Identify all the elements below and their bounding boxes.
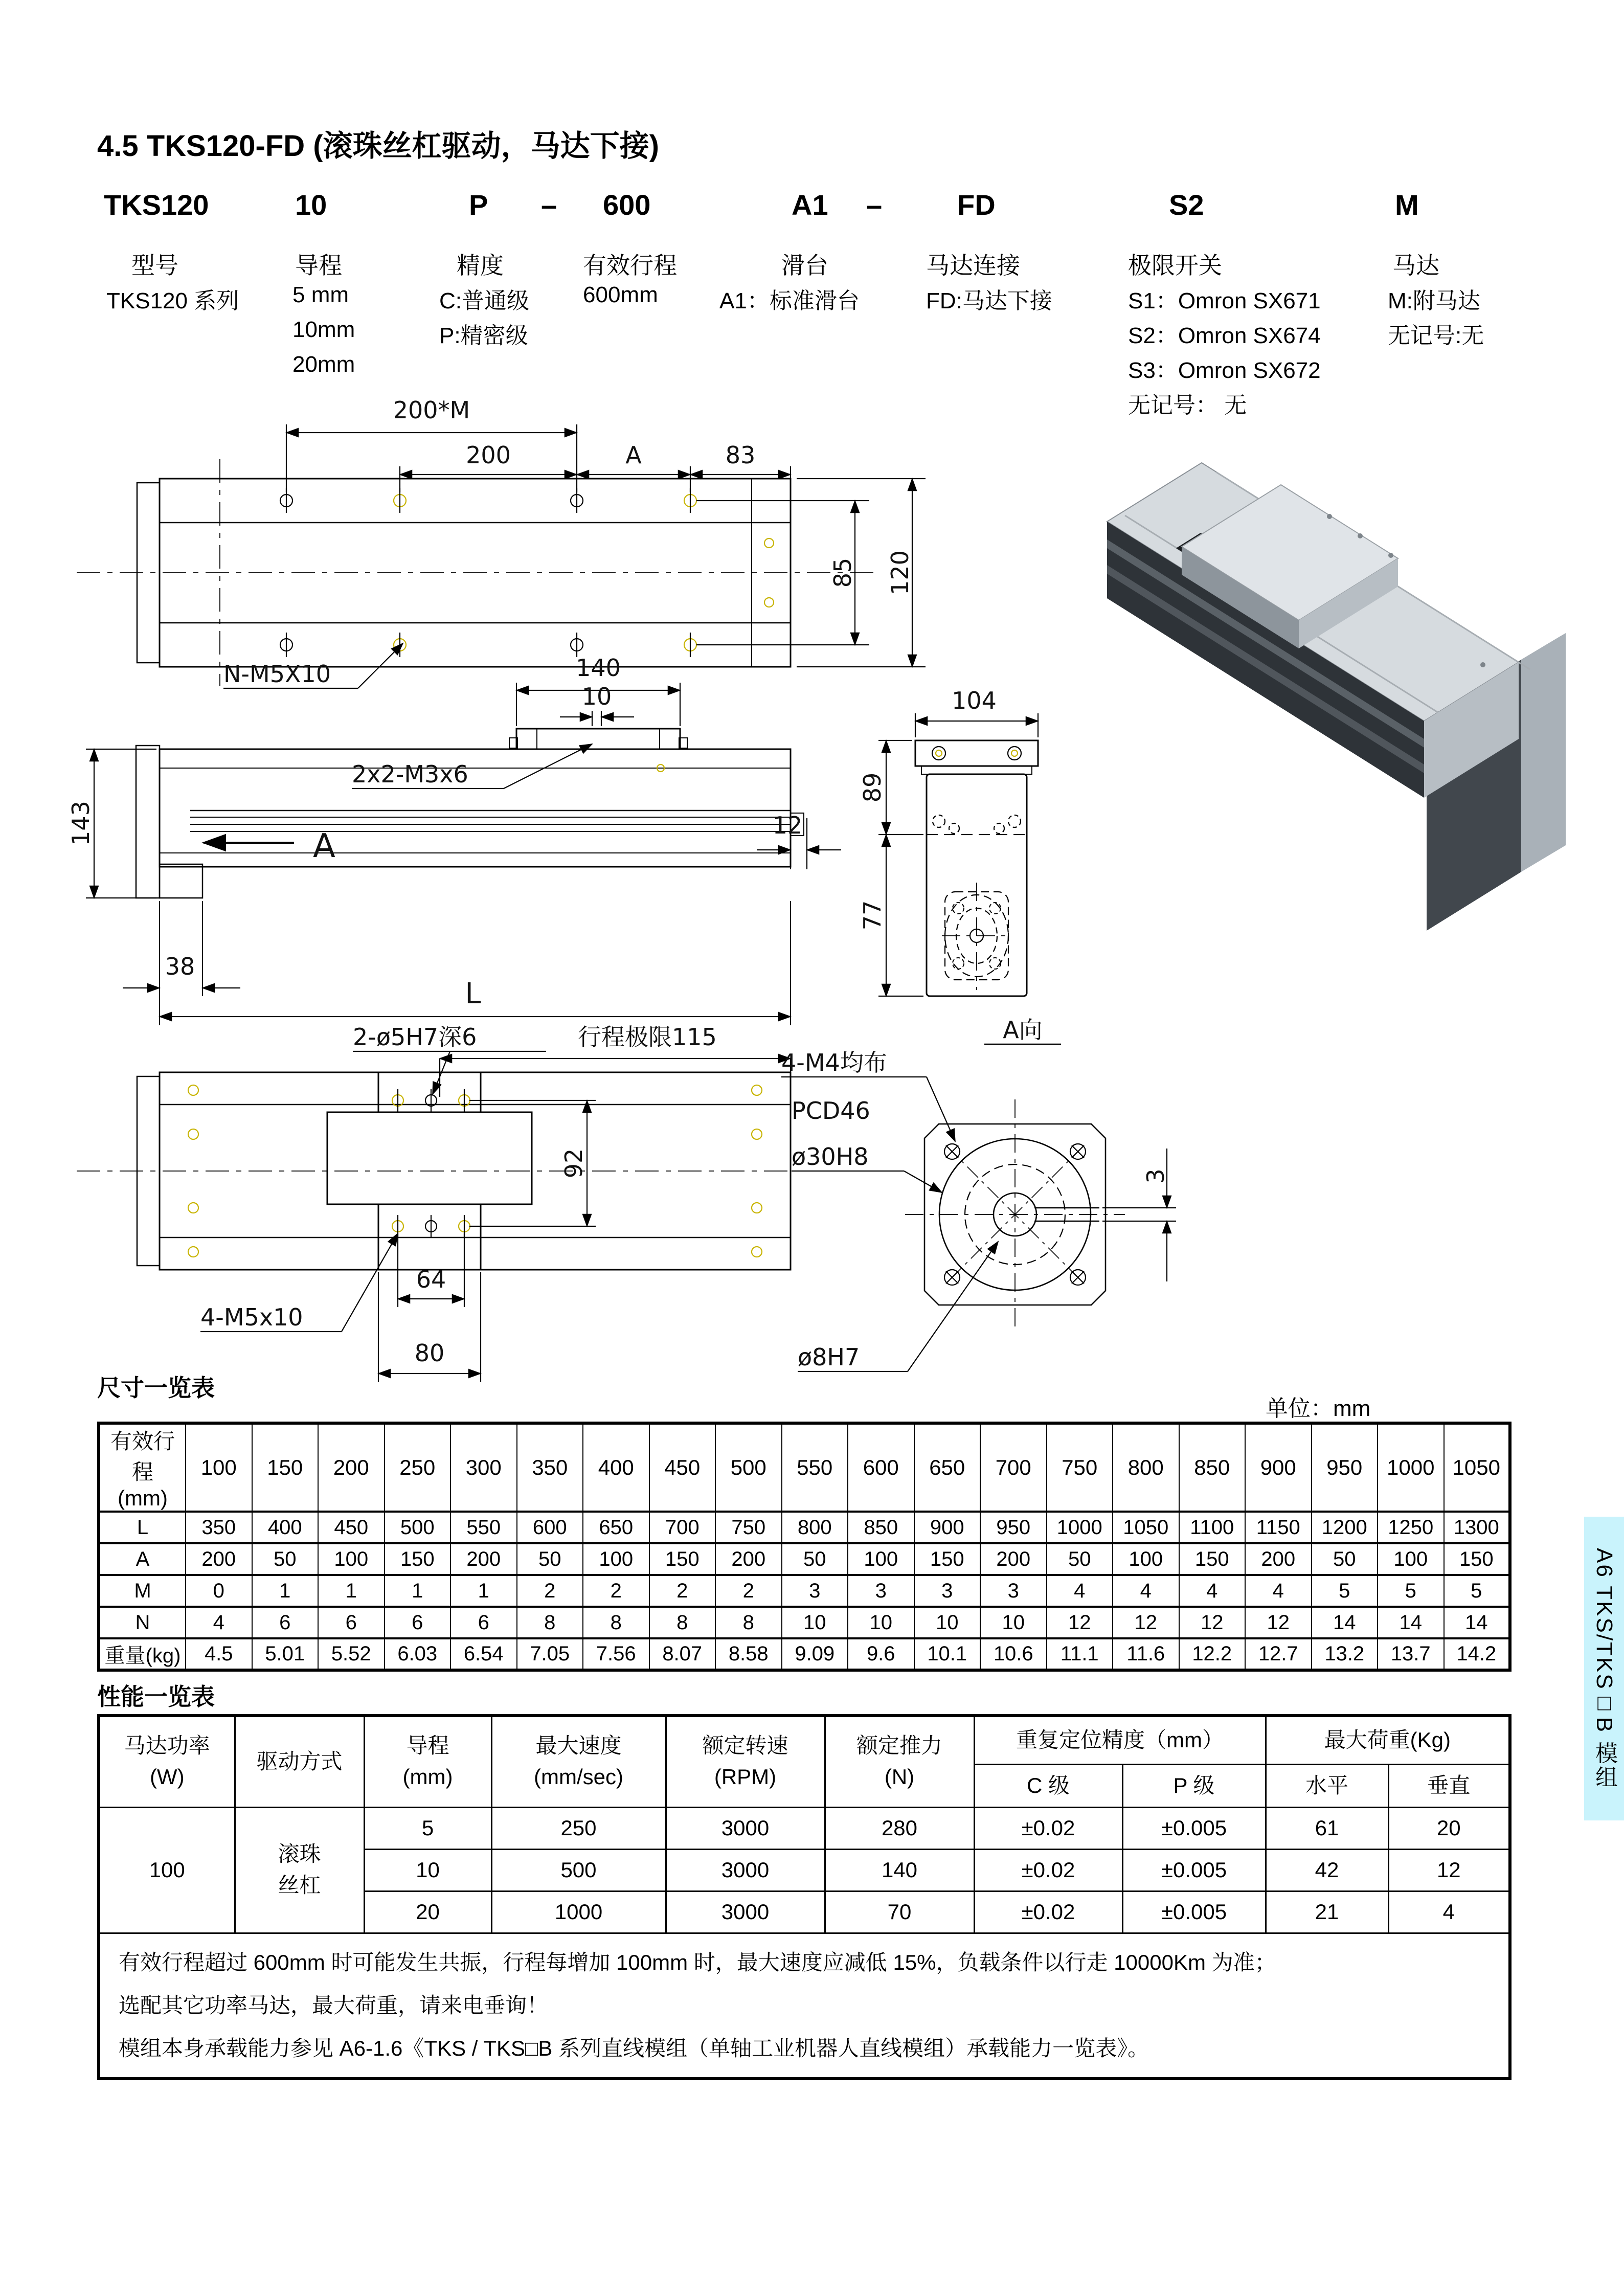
dim-cell: 4 [1179,1575,1246,1607]
dim-label: 200*M [393,396,470,424]
dim-cell: 3 [980,1575,1047,1607]
bottom-view-drawing [77,1023,879,1382]
dim-label: 200 [466,441,511,469]
dim-cell: 5 [1312,1575,1378,1607]
drawing-note: ø30H8 [792,1143,869,1170]
top-view-drawing [77,396,926,688]
dim-stroke-header: 950 [1312,1423,1378,1512]
perf-header: 驱动方式 [235,1716,364,1807]
dim-cell: 200 [450,1543,517,1575]
dim-cell: 13.7 [1378,1638,1444,1670]
perf-cell: 140 [825,1849,974,1891]
dim-header: 有效行程 (mm) [99,1423,186,1512]
dim-cell: 4 [1047,1575,1113,1607]
dim-label: 92 [560,1148,588,1179]
dim-cell: 1200 [1312,1512,1378,1543]
perf-cell: 20 [1388,1807,1510,1849]
dim-cell: 50 [252,1543,319,1575]
side-tab [1584,1517,1624,1820]
perf-cell: 10 [364,1849,491,1891]
dim-label: 3 [1142,1168,1169,1184]
dim-stroke-header: 900 [1245,1423,1312,1512]
code-segment: FD [957,189,996,221]
dim-cell: 100 [1378,1543,1444,1575]
dim-cell: 4 [1245,1575,1312,1607]
dim-cell: 10 [980,1607,1047,1638]
dim-stroke-header: 1000 [1378,1423,1444,1512]
perf-subheader: 水平 [1266,1764,1388,1807]
perf-cell: 250 [491,1807,666,1849]
perf-cell: 70 [825,1891,974,1933]
dim-stroke-header: 750 [1047,1423,1113,1512]
legend-option: TKS120 系列 [106,288,239,313]
code-segment: S2 [1169,189,1204,221]
drawing-note: PCD46 [792,1097,870,1124]
dim-cell: 12.2 [1179,1638,1246,1670]
dim-cell: 1 [385,1575,451,1607]
code-dash: – [866,189,883,221]
code-segment: M [1395,189,1419,221]
dim-stroke-header: 100 [186,1423,252,1512]
dim-cell: 9.6 [848,1638,914,1670]
dim-cell: 2 [715,1575,782,1607]
note-line: 模组本身承载能力参见 A6-1.6《TKS / TKS□B 系列直线模组（单轴工业机器人直线模组）承载能力一览表》。 [119,2036,1149,2060]
dim-row-label: N [99,1607,186,1638]
side-view-drawing [67,654,841,1025]
perf-subheader: 垂直 [1388,1764,1510,1807]
dim-cell: 600 [517,1512,583,1543]
dim-cell: 14 [1378,1607,1444,1638]
legend-label: 极限开关 [1128,252,1222,279]
dim-cell: 14.2 [1444,1638,1510,1670]
dim-cell: 1 [252,1575,319,1607]
dim-cell: 200 [186,1543,252,1575]
legend-option: 10mm [292,317,355,342]
dim-label: 12 [772,812,803,839]
dim-cell: 150 [385,1543,451,1575]
dim-cell: 5 [1378,1575,1444,1607]
perf-group-header: 最大荷重(Kg) [1266,1716,1510,1764]
dim-cell: 150 [649,1543,716,1575]
dim-label: L [465,977,481,1010]
perf-cell: 61 [1266,1807,1388,1849]
dim-cell: 4.5 [186,1638,252,1670]
dim-cell: 100 [1113,1543,1179,1575]
dim-stroke-header: 700 [980,1423,1047,1512]
dim-cell: 10.1 [914,1638,981,1670]
perf-cell: 1000 [491,1891,666,1933]
dim-stroke-header: 350 [517,1423,583,1512]
dim-cell: 3 [848,1575,914,1607]
dim-cell: 850 [848,1512,914,1543]
perf-subheader: C 级 [974,1764,1122,1807]
dim-cell: 5 [1444,1575,1510,1607]
dim-cell: 8 [715,1607,782,1638]
perf-cell: ±0.005 [1122,1807,1266,1849]
perf-group-header: 重复定位精度（mm） [974,1716,1266,1764]
dim-cell: 2 [517,1575,583,1607]
dim-row-label: 重量(kg) [99,1638,186,1670]
dim-cell: 8 [517,1607,583,1638]
dim-row-label: A [99,1543,186,1575]
dim-label: 104 [952,687,997,714]
drawing-note: 2-ø5H7深6 [353,1023,477,1051]
perf-header: 额定推力 (N) [825,1716,974,1807]
dim-cell: 11.6 [1113,1638,1179,1670]
dim-label: 89 [859,772,886,803]
perf-cell: 42 [1266,1849,1388,1891]
dim-cell: 10 [848,1607,914,1638]
legend-label: 马达 [1392,252,1439,279]
dim-label: A [625,441,642,469]
legend-option: S2：Omron SX674 [1128,323,1321,348]
legend-label: 导程 [295,252,342,279]
end-view-drawing [859,687,1038,996]
dim-cell: 7.56 [583,1638,649,1670]
legend-label: 滑台 [781,252,828,279]
dim-cell: 1150 [1245,1512,1312,1543]
dim-cell: 350 [186,1512,252,1543]
dim-cell: 3 [782,1575,848,1607]
dim-cell: 13.2 [1312,1638,1378,1670]
perf-notes [99,1933,1510,2079]
dim-cell: 12 [1047,1607,1113,1638]
perf-header: 导程 (mm) [364,1716,491,1807]
dim-label: 77 [859,900,886,931]
dim-stroke-header: 550 [782,1423,848,1512]
performance-table [97,1714,1512,2080]
legend-option: 5 mm [292,282,349,307]
perf-header: 最大速度 (mm/sec) [491,1716,666,1807]
legend-label: 精度 [457,252,504,279]
dim-cell: 14 [1444,1607,1510,1638]
drawing-note: ø8H7 [798,1343,860,1371]
a-direction-view [781,1016,1176,1371]
dim-cell: 12 [1113,1607,1179,1638]
note-line: 选配其它功率马达，最大荷重，请来电垂询！ [119,1993,549,2017]
isometric-render [1107,463,1566,931]
dim-cell: 6 [385,1607,451,1638]
dim-cell: 9.09 [782,1638,848,1670]
dim-cell: 8.07 [649,1638,716,1670]
perf-cell: ±0.02 [974,1849,1122,1891]
dim-stroke-header: 250 [385,1423,451,1512]
dim-stroke-header: 500 [715,1423,782,1512]
dim-cell: 150 [914,1543,981,1575]
dim-stroke-header: 400 [583,1423,649,1512]
dim-cell: 8.58 [715,1638,782,1670]
dim-stroke-header: 450 [649,1423,716,1512]
dim-label: 85 [829,557,856,588]
code-dash: – [541,189,557,221]
code-segment: P [469,189,488,221]
dim-cell: 6 [252,1607,319,1638]
dim-cell: 50 [1312,1543,1378,1575]
dim-cell: 8 [583,1607,649,1638]
perf-cell: 20 [364,1891,491,1933]
legend-option: 无记号： 无 [1128,393,1247,418]
dim-cell: 10 [782,1607,848,1638]
dim-cell: 4 [1113,1575,1179,1607]
dim-cell: 1050 [1113,1512,1179,1543]
dim-cell: 900 [914,1512,981,1543]
dim-cell: 800 [782,1512,848,1543]
unit-note: 单位：mm [1266,1396,1371,1421]
dim-label: 38 [165,953,195,980]
dim-stroke-header: 300 [450,1423,517,1512]
dim-cell: 14 [1312,1607,1378,1638]
dim-cell: 200 [1245,1543,1312,1575]
perf-cell: 280 [825,1807,974,1849]
legend-label: 马达连接 [926,252,1020,279]
performance-table-title: 性能一览表 [97,1683,215,1710]
dim-cell: 6 [318,1607,385,1638]
dim-cell: 950 [980,1512,1047,1543]
drawing-note: N-M5X10 [223,660,331,688]
side-tab-label: A6 TKS/TKS□B 模组 [1592,1547,1617,1790]
dim-cell: 450 [318,1512,385,1543]
code-segment: 10 [295,189,327,221]
dim-cell: 1 [450,1575,517,1607]
dim-cell: 1 [318,1575,385,1607]
dim-stroke-header: 200 [318,1423,385,1512]
legend-label: 型号 [131,252,178,279]
dim-cell: 1250 [1378,1512,1444,1543]
dim-cell: 100 [318,1543,385,1575]
perf-header: 额定转速 (RPM) [666,1716,825,1807]
perf-cell: 3000 [666,1891,825,1933]
perf-cell: 3000 [666,1849,825,1891]
dim-label: 80 [414,1339,445,1367]
dim-cell: 550 [450,1512,517,1543]
drawing-note: 2x2-M3x6 [352,760,468,788]
dim-cell: 1000 [1047,1512,1113,1543]
dim-cell: 50 [782,1543,848,1575]
legend-option: M:附马达 [1388,288,1480,313]
dim-cell: 50 [517,1543,583,1575]
legend-label: 有效行程 [583,252,677,279]
perf-cell: 4 [1388,1891,1510,1933]
dim-label: 64 [416,1266,446,1293]
legend-option: 600mm [583,282,658,307]
dim-cell: 10 [914,1607,981,1638]
dim-cell: 150 [1444,1543,1510,1575]
dim-cell: 7.05 [517,1638,583,1670]
dim-cell: 1100 [1179,1512,1246,1543]
perf-motor-power: 100 [99,1807,235,1933]
dim-label: 83 [725,441,756,469]
dim-cell: 0 [186,1575,252,1607]
dim-label: 143 [67,801,95,846]
dim-cell: 8 [649,1607,716,1638]
dim-cell: 6 [450,1607,517,1638]
perf-cell: 21 [1266,1891,1388,1933]
dim-stroke-header: 1050 [1444,1423,1510,1512]
dim-cell: 2 [649,1575,716,1607]
perf-cell: ±0.005 [1122,1849,1266,1891]
dim-cell: 5.52 [318,1638,385,1670]
dim-cell: 650 [583,1512,649,1543]
dimension-table [97,1422,1512,1672]
dim-label: 10 [581,683,612,710]
perf-cell: 12 [1388,1849,1510,1891]
perf-cell: ±0.02 [974,1891,1122,1933]
dim-cell: 11.1 [1047,1638,1113,1670]
view-title: A向 [1003,1016,1043,1044]
dim-cell: 3 [914,1575,981,1607]
dim-stroke-header: 650 [914,1423,981,1512]
dimension-table-title: 尺寸一览表 [97,1375,215,1401]
dim-stroke-header: 850 [1179,1423,1246,1512]
drawing-note: 4-M5x10 [200,1303,303,1331]
legend-option: S3：Omron SX672 [1128,358,1321,383]
legend-option: FD:马达下接 [926,288,1052,313]
perf-cell: 500 [491,1849,666,1891]
legend-option: A1：标准滑台 [719,288,860,313]
dim-cell: 100 [848,1543,914,1575]
dim-label: 140 [576,654,621,682]
code-segment: A1 [792,189,828,221]
dim-cell: 2 [583,1575,649,1607]
legend-option: P:精密级 [439,323,528,348]
dim-cell: 750 [715,1512,782,1543]
dim-cell: 700 [649,1512,716,1543]
dim-cell: 200 [980,1543,1047,1575]
dim-cell: 400 [252,1512,319,1543]
legend-option: C:普通级 [439,288,529,313]
page-title: 4.5 TKS120-FD (滚珠丝杠驱动，马达下接) [97,129,659,163]
dim-cell: 10.6 [980,1638,1047,1670]
dim-cell: 6.54 [450,1638,517,1670]
dim-stroke-header: 600 [848,1423,914,1512]
dim-cell: 100 [583,1543,649,1575]
dim-row-label: L [99,1512,186,1543]
dim-cell: 12 [1179,1607,1246,1638]
perf-subheader: P 级 [1122,1764,1266,1807]
dim-cell: 200 [715,1543,782,1575]
dim-cell: 12.7 [1245,1638,1312,1670]
code-segment: TKS120 [104,189,209,221]
dim-cell: 4 [186,1607,252,1638]
perf-cell: 5 [364,1807,491,1849]
legend-option: 20mm [292,352,355,377]
perf-cell: 3000 [666,1807,825,1849]
dim-cell: 1300 [1444,1512,1510,1543]
dim-cell: 12 [1245,1607,1312,1638]
dim-label: 120 [886,550,914,595]
drawing-note: 行程极限115 [578,1023,717,1051]
perf-cell: ±0.005 [1122,1891,1266,1933]
dim-cell: 500 [385,1512,451,1543]
dim-cell: 50 [1047,1543,1113,1575]
perf-cell: ±0.02 [974,1807,1122,1849]
dim-cell: 6.03 [385,1638,451,1670]
dim-stroke-header: 150 [252,1423,319,1512]
section-label: A [313,827,335,865]
dim-stroke-header: 800 [1113,1423,1179,1512]
dim-cell: 150 [1179,1543,1246,1575]
code-segment: 600 [603,189,651,221]
note-line: 有效行程超过 600mm 时可能发生共振，行程每增加 100mm 时，最大速度应减低 15%，负载条件以行走 10000Km 为准； [119,1950,1276,1974]
legend-option: S1：Omron SX671 [1128,288,1321,313]
perf-drive-type: 滚珠 丝杠 [235,1807,364,1933]
perf-header: 马达功率 (W) [99,1716,235,1807]
drawing-note: 4-M4均布 [781,1049,887,1076]
dim-cell: 5.01 [252,1638,319,1670]
dim-row-label: M [99,1575,186,1607]
legend-option: 无记号:无 [1388,323,1484,348]
